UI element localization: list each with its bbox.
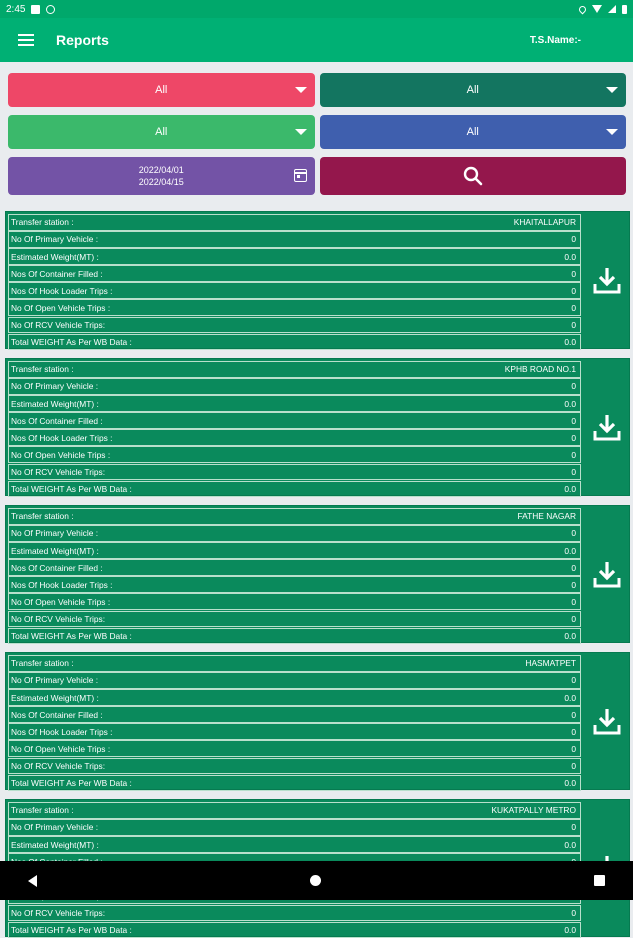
row-total-weight-value: 0.0: [564, 337, 576, 348]
row-transfer-station-label: Transfer station :: [11, 658, 74, 669]
row-hook-loader: [8, 282, 581, 299]
row-estimated-weight: [8, 689, 581, 706]
row-rcv-vehicle: [8, 905, 581, 922]
row-primary-vehicle-value: 0: [571, 381, 576, 392]
row-container-filled-value: 0: [571, 268, 576, 279]
row-container-filled-value: 0: [571, 415, 576, 426]
row-transfer-station-label: Transfer station :: [11, 511, 74, 522]
search-icon: [463, 166, 483, 186]
row-total-weight: [8, 775, 581, 792]
row-hook-loader-value: 0: [571, 579, 576, 590]
menu-icon[interactable]: [18, 34, 34, 46]
row-hook-loader: [8, 429, 581, 446]
row-estimated-weight-value: 0.0: [564, 692, 576, 703]
row-container-filled: [8, 265, 581, 282]
row-total-weight-value: 0.0: [564, 778, 576, 789]
row-primary-vehicle: [8, 378, 581, 395]
row-rcv-vehicle-label: No Of RCV Vehicle Trips:: [11, 907, 106, 918]
row-hook-loader-value: 0: [571, 726, 576, 737]
row-container-filled-label: Nos Of Container Filled :: [11, 562, 103, 573]
row-hook-loader-value: 0: [571, 432, 576, 443]
row-open-vehicle-value: 0: [571, 596, 576, 607]
report-card: [5, 358, 630, 496]
row-open-vehicle: [8, 299, 581, 316]
row-total-weight-label: Total WEIGHT As Per WB Data :: [11, 631, 132, 642]
system-nav-bar: [0, 861, 633, 900]
row-rcv-vehicle-value: 0: [571, 760, 576, 771]
row-total-weight-label: Total WEIGHT As Per WB Data :: [11, 337, 132, 348]
row-transfer-station: [8, 508, 581, 525]
signal-icon: [608, 5, 616, 13]
row-rcv-vehicle-label: No Of RCV Vehicle Trips:: [11, 760, 106, 771]
row-container-filled-label: Nos Of Container Filled :: [11, 268, 103, 279]
date-from: 2022/04/01: [138, 165, 184, 175]
row-estimated-weight-label: Estimated Weight(MT) :: [11, 251, 99, 262]
row-estimated-weight-label: Estimated Weight(MT) :: [11, 398, 99, 409]
chevron-down-icon: [295, 129, 307, 135]
row-container-filled: [8, 706, 581, 723]
row-estimated-weight-value: 0.0: [564, 839, 576, 850]
row-rcv-vehicle-label: No Of RCV Vehicle Trips:: [11, 319, 106, 330]
filter-dropdown-2[interactable]: [320, 73, 627, 107]
row-primary-vehicle-value: 0: [571, 528, 576, 539]
download-icon: [592, 412, 622, 442]
notification-icon: [31, 5, 40, 14]
row-primary-vehicle-label: No Of Primary Vehicle :: [11, 675, 99, 686]
download-icon: [592, 706, 622, 736]
row-hook-loader-label: Nos Of Hook Loader Trips :: [11, 726, 113, 737]
row-transfer-station-label: Transfer station :: [11, 805, 74, 816]
row-hook-loader: [8, 576, 581, 593]
row-open-vehicle: [8, 593, 581, 610]
row-primary-vehicle: [8, 672, 581, 689]
row-total-weight-value: 0.0: [564, 925, 576, 936]
download-icon: [592, 265, 622, 295]
row-open-vehicle: [8, 740, 581, 757]
row-estimated-weight-label: Estimated Weight(MT) :: [11, 839, 99, 850]
row-container-filled-value: 0: [571, 562, 576, 573]
row-rcv-vehicle-label: No Of RCV Vehicle Trips:: [11, 613, 106, 624]
report-table: [6, 506, 584, 642]
row-container-filled-label: Nos Of Container Filled :: [11, 709, 103, 720]
filter-dropdown-2-value: All: [466, 84, 479, 96]
row-primary-vehicle-label: No Of Primary Vehicle :: [11, 234, 99, 245]
download-icon: [592, 559, 622, 589]
row-container-filled-value: 0: [571, 709, 576, 720]
row-open-vehicle-label: No Of Open Vehicle Trips :: [11, 449, 111, 460]
report-card: [5, 505, 630, 643]
row-total-weight-value: 0.0: [564, 484, 576, 495]
row-transfer-station-value: KHAITALLAPUR: [513, 217, 576, 228]
row-rcv-vehicle-value: 0: [571, 613, 576, 624]
row-transfer-station-value: KUKATPALLY METRO: [491, 805, 576, 816]
row-primary-vehicle-value: 0: [571, 234, 576, 245]
row-hook-loader-label: Nos Of Hook Loader Trips :: [11, 432, 113, 443]
search-button[interactable]: [320, 157, 627, 195]
app-bar: [0, 18, 633, 62]
row-total-weight-label: Total WEIGHT As Per WB Data :: [11, 925, 132, 936]
filter-dropdown-4-value: All: [466, 126, 479, 138]
report-list[interactable]: [5, 211, 630, 936]
row-transfer-station-value: KPHB ROAD NO.1: [504, 364, 576, 375]
row-rcv-vehicle: [8, 464, 581, 481]
filter-dropdown-4[interactable]: [320, 115, 627, 149]
row-total-weight-value: 0.0: [564, 631, 576, 642]
report-table: [6, 359, 584, 495]
row-hook-loader-label: Nos Of Hook Loader Trips :: [11, 285, 113, 296]
row-rcv-vehicle: [8, 758, 581, 775]
filter-dropdown-1-value: All: [155, 84, 168, 96]
battery-icon: [622, 5, 627, 14]
row-open-vehicle-value: 0: [571, 449, 576, 460]
row-rcv-vehicle: [8, 317, 581, 334]
row-transfer-station-label: Transfer station :: [11, 217, 74, 228]
row-total-weight-label: Total WEIGHT As Per WB Data :: [11, 778, 132, 789]
row-total-weight: [8, 922, 581, 938]
page-title: Reports: [56, 32, 109, 48]
row-estimated-weight-label: Estimated Weight(MT) :: [11, 692, 99, 703]
row-open-vehicle-value: 0: [571, 302, 576, 313]
row-primary-vehicle-value: 0: [571, 822, 576, 833]
row-rcv-vehicle-value: 0: [571, 907, 576, 918]
row-hook-loader-label: Nos Of Hook Loader Trips :: [11, 579, 113, 590]
chevron-down-icon: [295, 87, 307, 93]
date-to: 2022/04/15: [138, 177, 184, 187]
back-icon[interactable]: [28, 875, 37, 887]
row-transfer-station: [8, 214, 581, 231]
row-total-weight: [8, 628, 581, 645]
row-primary-vehicle-label: No Of Primary Vehicle :: [11, 381, 99, 392]
row-transfer-station-label: Transfer station :: [11, 364, 74, 375]
ts-name-label: T.S.Name:-: [529, 34, 581, 46]
row-estimated-weight-value: 0.0: [564, 545, 576, 556]
row-estimated-weight: [8, 395, 581, 412]
row-open-vehicle-label: No Of Open Vehicle Trips :: [11, 302, 111, 313]
row-open-vehicle-label: No Of Open Vehicle Trips :: [11, 596, 111, 607]
date-range-picker[interactable]: [8, 157, 315, 195]
row-estimated-weight: [8, 836, 581, 853]
row-rcv-vehicle: [8, 611, 581, 628]
row-total-weight: [8, 481, 581, 498]
row-estimated-weight: [8, 542, 581, 559]
filter-panel: [8, 73, 626, 203]
row-transfer-station: [8, 655, 581, 672]
row-total-weight: [8, 334, 581, 351]
row-estimated-weight-value: 0.0: [564, 398, 576, 409]
row-open-vehicle-label: No Of Open Vehicle Trips :: [11, 743, 111, 754]
download-button[interactable]: [584, 212, 629, 348]
report-card: [5, 652, 630, 790]
row-transfer-station: [8, 802, 581, 819]
calendar-icon: [294, 169, 307, 182]
row-hook-loader: [8, 723, 581, 740]
wifi-icon: [592, 5, 602, 13]
row-total-weight-label: Total WEIGHT As Per WB Data :: [11, 484, 132, 495]
row-estimated-weight: [8, 248, 581, 265]
row-open-vehicle-value: 0: [571, 743, 576, 754]
row-rcv-vehicle-label: No Of RCV Vehicle Trips:: [11, 466, 106, 477]
chevron-down-icon: [606, 129, 618, 135]
row-container-filled: [8, 412, 581, 429]
row-primary-vehicle: [8, 819, 581, 836]
filter-dropdown-1[interactable]: [8, 73, 315, 107]
row-transfer-station: [8, 361, 581, 378]
row-primary-vehicle-label: No Of Primary Vehicle :: [11, 528, 99, 539]
row-primary-vehicle-value: 0: [571, 675, 576, 686]
row-container-filled-label: Nos Of Container Filled :: [11, 415, 103, 426]
row-estimated-weight-value: 0.0: [564, 251, 576, 262]
row-container-filled: [8, 559, 581, 576]
row-open-vehicle: [8, 446, 581, 463]
home-icon[interactable]: [310, 875, 321, 886]
row-rcv-vehicle-value: 0: [571, 466, 576, 477]
recent-apps-icon[interactable]: [594, 875, 605, 886]
filter-dropdown-3[interactable]: [8, 115, 315, 149]
download-button[interactable]: [584, 359, 629, 495]
row-transfer-station-value: FATHE NAGAR: [517, 511, 576, 522]
row-primary-vehicle: [8, 231, 581, 248]
status-time: 2:45: [6, 3, 26, 15]
row-primary-vehicle-label: No Of Primary Vehicle :: [11, 822, 99, 833]
row-estimated-weight-label: Estimated Weight(MT) :: [11, 545, 99, 556]
status-bar: [0, 0, 633, 18]
location-icon: [578, 4, 588, 14]
row-transfer-station-value: HASMATPET: [525, 658, 576, 669]
chevron-down-icon: [606, 87, 618, 93]
download-button[interactable]: [584, 653, 629, 789]
app-notification-icon: [46, 5, 55, 14]
report-table: [6, 653, 584, 789]
filter-dropdown-3-value: All: [155, 126, 168, 138]
row-hook-loader-value: 0: [571, 285, 576, 296]
download-button[interactable]: [584, 506, 629, 642]
row-primary-vehicle: [8, 525, 581, 542]
row-rcv-vehicle-value: 0: [571, 319, 576, 330]
report-card: [5, 211, 630, 349]
report-table: [6, 212, 584, 348]
